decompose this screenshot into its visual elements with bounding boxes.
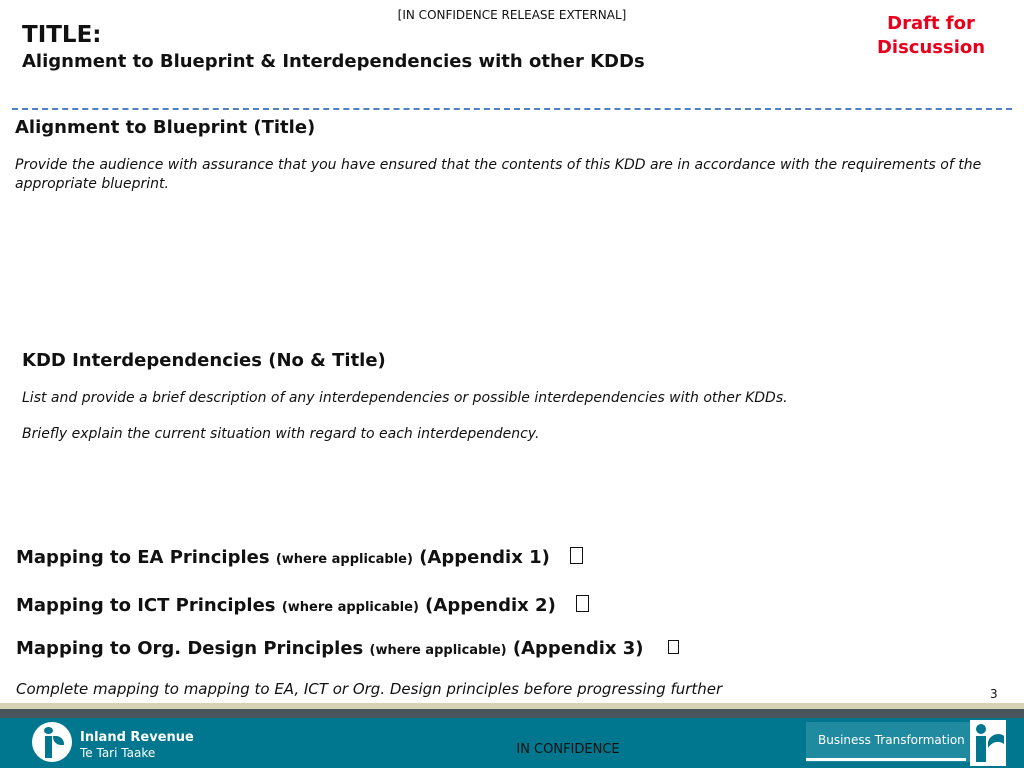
mapping-label: Mapping to Org. Design Principles — [16, 638, 364, 659]
draft-badge — [858, 12, 1004, 60]
draft-badge-line2: Discussion — [876, 37, 986, 58]
interdependencies-body: List and provide a brief description of any interdependencies or possible interdependencies with other KDDs. — [22, 390, 788, 406]
mapping-appendix: (Appendix 1) — [419, 547, 550, 568]
checkbox-icon[interactable] — [570, 547, 583, 564]
mapping-appendix: (Appendix 3) — [512, 638, 644, 659]
mapping-appendix: (Appendix 2) — [425, 595, 556, 616]
mapping-label: Mapping to EA Principles — [16, 547, 276, 568]
classification-header: [IN CONFIDENCE RELEASE EXTERNAL] — [397, 8, 627, 22]
program-label: Business Transformation — [818, 733, 965, 747]
title-label: TITLE: — [22, 22, 102, 48]
page-number: 3 — [990, 687, 998, 701]
page-title: Alignment to Blueprint & Interdependencies with other KDDs — [22, 51, 645, 72]
dashed-divider — [12, 108, 1012, 110]
interdependencies-situation: Briefly explain the current situation with regard to each interdependency. — [22, 426, 540, 442]
mapping-ict-principles — [16, 595, 589, 616]
mapping-label: Mapping to ICT Principles — [16, 595, 276, 616]
checkbox-icon[interactable] — [668, 640, 679, 654]
draft-badge-line1: Draft for — [887, 13, 975, 34]
org-name: Inland Revenue — [80, 730, 194, 745]
mapping-org-design-principles — [16, 638, 679, 659]
program-underline — [806, 758, 966, 761]
blueprint-body: Provide the audience with assurance that you have ensured that the contents of this KDD are in accordance with the requirements of the appropriate blueprint. — [15, 157, 982, 192]
org-name-maori: Te Tari Taake — [80, 746, 156, 760]
classification-footer: IN CONFIDENCE — [516, 742, 620, 757]
mapping-note: Complete mapping to mapping to EA, ICT or Org. Design principles before progressing further — [16, 680, 723, 698]
interdependencies-heading: KDD Interdependencies (No & Title) — [22, 350, 386, 371]
blueprint-heading: Alignment to Blueprint (Title) — [15, 117, 316, 138]
mapping-qualifier: (where applicable) — [369, 643, 507, 658]
mapping-qualifier: (where applicable) — [281, 600, 419, 615]
ir-logo-icon — [970, 720, 1006, 766]
mapping-qualifier: (where applicable) — [275, 552, 413, 567]
mapping-ea-principles — [16, 547, 583, 568]
footer-band-dark — [0, 709, 1024, 718]
checkbox-icon[interactable] — [576, 595, 589, 612]
